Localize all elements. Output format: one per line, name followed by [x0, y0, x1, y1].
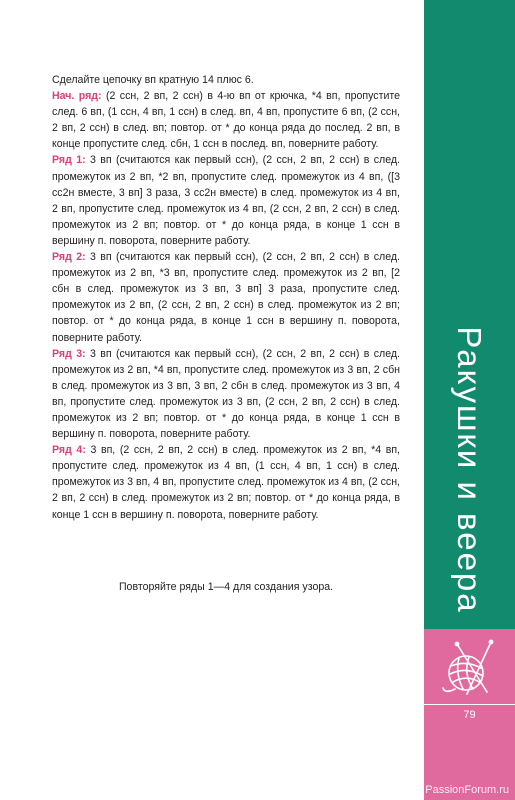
sidebar-divider — [424, 704, 515, 705]
row-1 — [52, 152, 400, 249]
row-4 — [52, 442, 400, 522]
row-label: Ряд 3: — [52, 347, 86, 360]
row-text: 3 вп (считаются как первый ссн), (2 ссн, 2 вп, 2 ссн) в след. промежуток из 2 вп, *3 вп, пропустите след. промежуток из 2 вп, [2 сбн в след. промежуток из 3 вп, 3 вп] 3 раза, пропустите след. промежуток из 2 вп, (2 ссн, 2 вп, 2 ссн) в след. промежуток из 2 вп; повтор. от * до конца ряда, в конце 1 ссн в вершину п. поворота, поверните работу. — [52, 251, 400, 344]
yarn-ball-icon — [441, 636, 499, 698]
row-text: 3 вп (считаются как первый ссн), (2 ссн, 2 вп, 2 ссн) в след. промежуток из 2 вп, *2 вп, пропустите след. промежуток из 4 вп, ([3 сс2н вместе, 3 вп] 3 раза, 3 сс2н вместе) в след. промежуток из 4 вп, 2 вп, пропустите след. промежуток из 4 вп, (2 ссн, 2 вп, 2 ссн) в след. промежуток из 2 вп; повтор. от * до конца ряда, в конце 1 ссн в вершину п. поворота, поверните работу. — [52, 154, 400, 247]
row-2 — [52, 249, 400, 346]
pattern-intro: Сделайте цепочку вп кратную 14 плюс 6. — [52, 74, 254, 86]
row-3 — [52, 346, 400, 443]
page-number: 79 — [463, 709, 476, 721]
repeat-note: Повторяйте ряды 1—4 для создания узора. — [118, 581, 334, 593]
row-label: Нач. ряд: — [52, 90, 102, 103]
watermark: PassionForum.ru — [425, 784, 509, 796]
chapter-title: Ракушки и веера — [451, 326, 488, 614]
row-start — [52, 88, 400, 152]
row-text: (2 ссн, 2 вп, 2 ссн) в 4-ю вп от крючка, *4 вп, пропустите след. 6 вп, (1 ссн, 4 вп, 1 ссн) в след. вп, 4 вп, пропустите 6 вп, (2 ссн, 2 вп, 2 ссн) в след. вп; повтор. от * до конца ряда до послед. 2 вп, в конце пропустите след. сбн, 1 ссн в послед. вп, поверните работу. — [52, 90, 400, 151]
row-text: 3 вп (считаются как первый ссн), (2 ссн, 2 вп, 2 ссн) в след. промежуток из 2 вп, *4 вп, пропустите след. промежуток из 3 вп, 2 сбн в след. промежуток из 3 вп, 3 вп, 2 сбн в след. промежуток из 3 вп, 4 вп, пропустите след. промежуток из 3 вп, (2 ссн, 2 вп, 2 ссн) в след. промежуток из 2 вп; повтор. от * до конца ряда, в конце 1 ссн в вершину п. поворота, поверните работу. — [52, 347, 400, 441]
pattern-instructions — [52, 72, 400, 523]
row-text: 3 вп, (2 ссн, 2 вп, 2 ссн) в след. промежуток из 2 вп, *4 вп, пропустите след. промежуток из 4 вп, (1 ссн, 4 вп, 1 ссн) в след. промежуток из 3 вп, 4 вп, пропустите след. промежуток из 4 вп, (2 ссн, 2 вп, 2 ссн) в след. промежуток из 2 вп; повтор. от * до конца ряда, в конце 1 ссн в вершину п. поворота, поверните работу. — [52, 444, 401, 521]
row-label: Ряд 1: — [52, 154, 86, 167]
row-label: Ряд 2: — [52, 251, 86, 264]
row-label: Ряд 4: — [52, 444, 86, 457]
